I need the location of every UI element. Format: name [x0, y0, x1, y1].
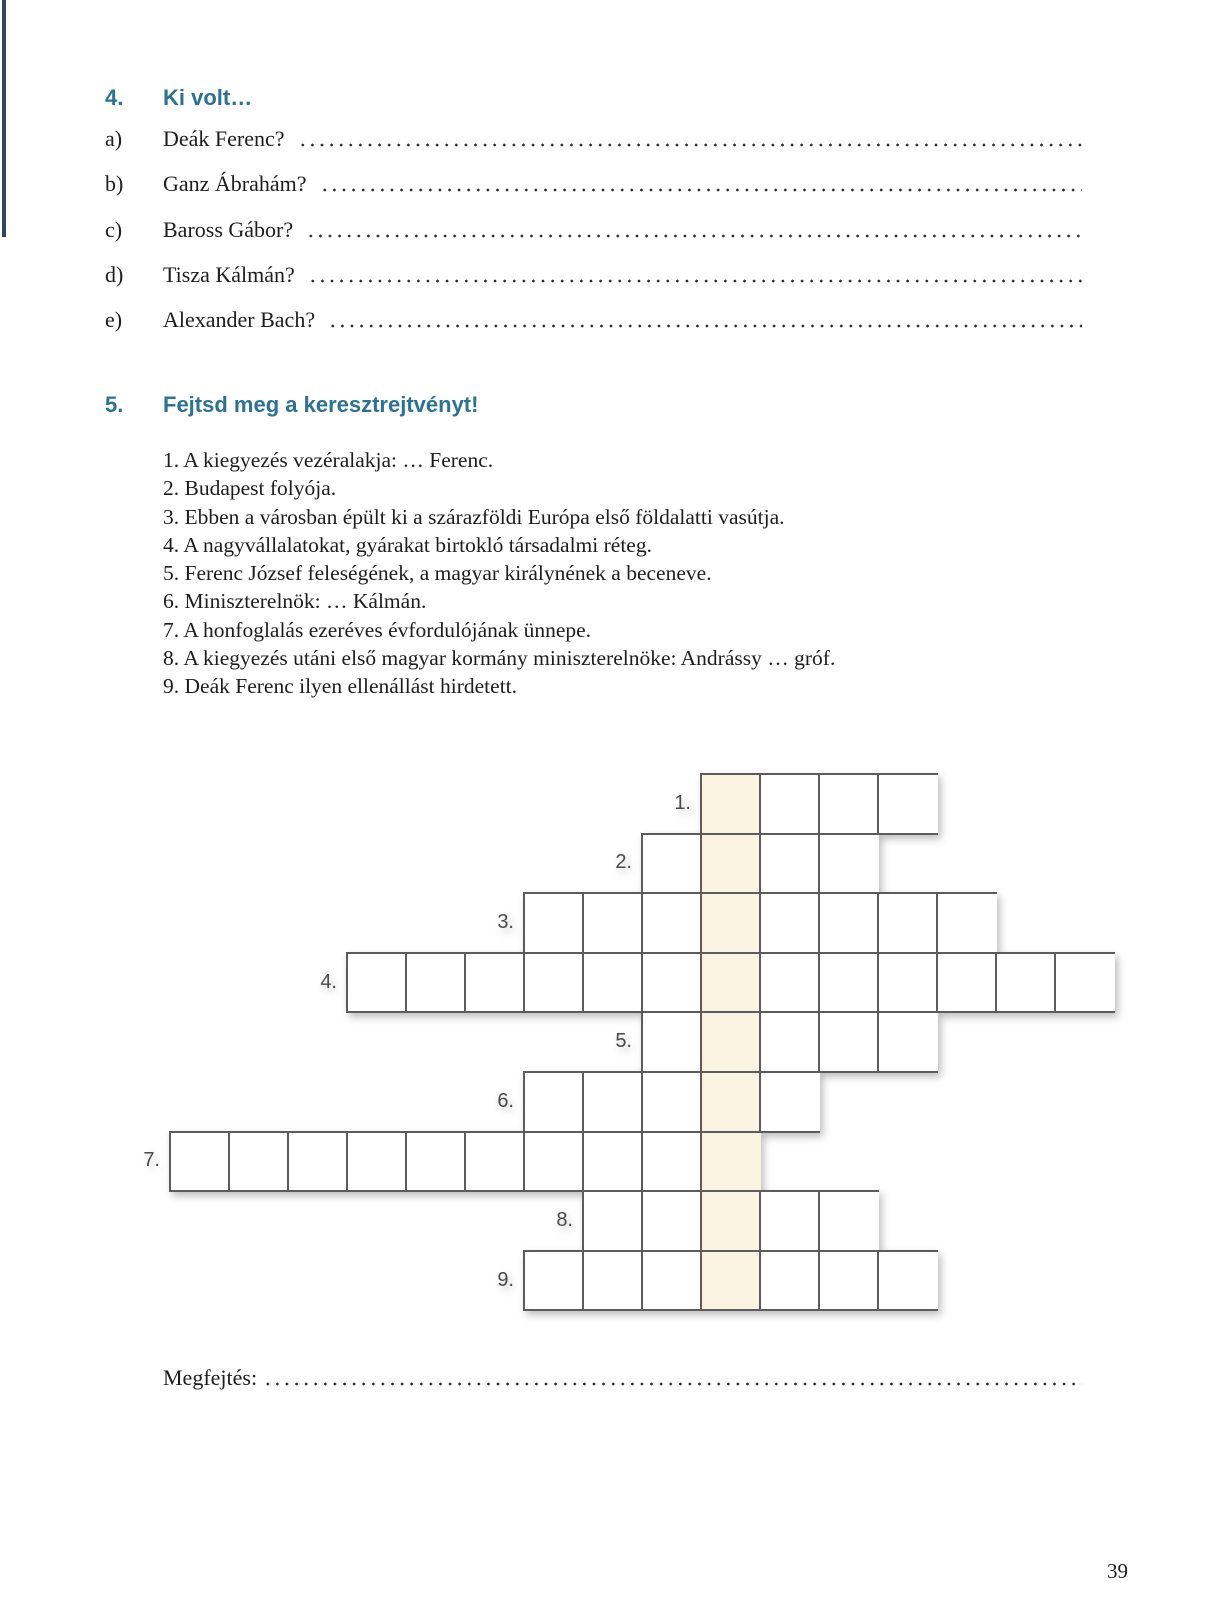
crossword-cell-highlighted[interactable]	[702, 1013, 761, 1071]
question-list	[105, 107, 1082, 333]
question-row-b	[105, 152, 1082, 197]
question-letter: e)	[105, 306, 123, 332]
crossword-cell[interactable]	[761, 894, 820, 952]
crossword-cell[interactable]	[761, 1252, 820, 1310]
crossword-cell[interactable]	[171, 1133, 230, 1191]
crossword-cell[interactable]	[643, 1252, 702, 1310]
crossword-row-1	[700, 773, 938, 835]
crossword-cell-highlighted[interactable]	[702, 1133, 761, 1191]
crossword-cell[interactable]	[761, 1013, 820, 1071]
crossword-clue-list	[163, 446, 1116, 701]
crossword-cell-highlighted[interactable]	[702, 954, 761, 1012]
crossword-cell[interactable]	[525, 894, 584, 952]
crossword-row-5	[641, 1011, 938, 1073]
crossword-cell[interactable]	[761, 1073, 820, 1131]
question-text: Baross Gábor?	[163, 216, 294, 242]
section-4-title: Ki volt…	[163, 85, 253, 110]
chapter-edge-bar	[2, 0, 6, 237]
crossword-row-6	[523, 1071, 820, 1133]
clue-line-1: 1. A kiegyezés vezéralakja: … Ferenc.	[163, 448, 494, 472]
crossword-cell[interactable]	[820, 835, 879, 893]
crossword-cell-highlighted[interactable]	[702, 894, 761, 952]
crossword-cell-highlighted[interactable]	[702, 835, 761, 893]
crossword-cell-highlighted[interactable]	[702, 1252, 761, 1310]
question-letter: c)	[105, 216, 123, 242]
clue-line-8: 8. A kiegyezés utáni első magyar kormány miniszterelnöke: Andrássy … gróf.	[163, 646, 836, 671]
crossword-cell[interactable]	[879, 894, 938, 952]
crossword-cell[interactable]	[761, 1192, 820, 1250]
crossword-cell[interactable]	[643, 835, 702, 893]
answer-dotted-line[interactable]	[320, 186, 1082, 194]
crossword-cell[interactable]	[584, 1252, 643, 1310]
crossword-row-label-6: 6.	[497, 1089, 514, 1112]
crossword-cell[interactable]	[820, 1192, 879, 1250]
answer-dotted-line[interactable]	[328, 322, 1082, 330]
clue-line-2: 2. Budapest folyója.	[163, 476, 337, 501]
crossword-row-9	[523, 1250, 938, 1312]
section-5-heading	[105, 393, 1082, 417]
crossword-cell[interactable]	[820, 775, 879, 833]
crossword-cell[interactable]	[761, 775, 820, 833]
crossword-cell[interactable]	[879, 1252, 938, 1310]
clue-line-6: 6. Miniszterelnök: … Kálmán.	[163, 589, 427, 614]
question-text: Ganz Ábrahám?	[163, 171, 307, 197]
question-row-e	[105, 288, 1082, 333]
clue-line-9: 9. Deák Ferenc ilyen ellenállást hirdetett.	[163, 674, 518, 699]
question-row-a	[105, 107, 1082, 152]
crossword-row-label-5: 5.	[615, 1030, 632, 1053]
crossword-cell[interactable]	[643, 1192, 702, 1250]
crossword-grid	[143, 773, 1116, 1312]
crossword-row-4	[346, 952, 1115, 1014]
crossword-cell[interactable]	[584, 894, 643, 952]
crossword-row-2	[641, 833, 879, 895]
crossword-cell[interactable]	[584, 1192, 643, 1250]
crossword-cell[interactable]	[643, 894, 702, 952]
crossword-cell[interactable]	[879, 1013, 938, 1071]
crossword-cell[interactable]	[525, 1133, 584, 1191]
answer-dotted-line[interactable]	[298, 141, 1082, 149]
clue-line-3: 3. Ebben a városban épült ki a szárazföldi Európa első földalatti vasútja.	[163, 504, 785, 529]
crossword-cell-highlighted[interactable]	[702, 1073, 761, 1131]
answer-dotted-line[interactable]	[306, 232, 1082, 240]
crossword-cell[interactable]	[820, 1252, 879, 1310]
crossword-row-label-7: 7.	[143, 1149, 160, 1172]
crossword-row-label-1: 1.	[674, 791, 691, 814]
crossword-cell[interactable]	[879, 954, 938, 1012]
crossword-cell[interactable]	[643, 1013, 702, 1071]
clue-line-5: 5. Ferenc József feleségének, a magyar királynének a beceneve.	[163, 561, 712, 586]
question-letter: a)	[105, 126, 123, 152]
crossword-cell[interactable]	[584, 1073, 643, 1131]
clue-line-7: 7. A honfoglalás ezeréves évfordulójának ünnepe.	[163, 617, 592, 642]
crossword-row-3	[523, 892, 997, 954]
crossword-row-label-8: 8.	[556, 1209, 573, 1231]
crossword-cell[interactable]	[289, 1133, 348, 1191]
crossword-cell[interactable]	[466, 954, 525, 1012]
crossword-cell[interactable]	[348, 1133, 407, 1191]
section-5-title: Fejtsd meg a keresztrejtvényt!	[163, 392, 479, 417]
section-4-number: 4.	[105, 85, 124, 110]
crossword-cell[interactable]	[525, 1073, 584, 1131]
question-row-c	[105, 197, 1082, 242]
crossword-cell[interactable]	[584, 1133, 643, 1191]
question-letter: d)	[105, 261, 124, 287]
answer-dotted-line[interactable]	[308, 277, 1082, 285]
page-number: 39	[1107, 1559, 1128, 1583]
crossword-cell[interactable]	[230, 1133, 289, 1191]
solution-label: Megfejtés:	[163, 1365, 258, 1390]
question-row-d	[105, 243, 1082, 288]
crossword-row-7	[169, 1131, 761, 1193]
crossword-row-8	[582, 1190, 879, 1252]
crossword-cell[interactable]	[643, 954, 702, 1012]
solution-row	[163, 1360, 1082, 1391]
question-text: Alexander Bach?	[163, 306, 316, 332]
crossword-cell[interactable]	[938, 894, 997, 952]
crossword-row-label-9: 9.	[497, 1268, 514, 1291]
crossword-row-label-4: 4.	[320, 970, 337, 993]
crossword-cell[interactable]	[643, 1073, 702, 1131]
crossword-cell[interactable]	[525, 954, 584, 1012]
crossword-cell[interactable]	[643, 1133, 702, 1191]
crossword-cell[interactable]	[407, 954, 466, 1012]
clue-line-4: 4. A nagyvállalatokat, gyárakat birtokló társadalmi réteg.	[163, 532, 652, 557]
crossword-cell[interactable]	[407, 1133, 466, 1191]
crossword-cell[interactable]	[348, 954, 407, 1012]
crossword-cell[interactable]	[879, 775, 938, 833]
solution-dotted-line[interactable]	[263, 1380, 1082, 1388]
crossword-row-label-3: 3.	[497, 911, 514, 933]
crossword-cell-highlighted[interactable]	[702, 1192, 761, 1250]
question-letter: b)	[105, 171, 124, 197]
crossword-cell[interactable]	[938, 954, 997, 1012]
crossword-row-label-2: 2.	[615, 851, 632, 874]
crossword-cell[interactable]	[466, 1133, 525, 1191]
crossword-cell[interactable]	[761, 835, 820, 893]
crossword-cell[interactable]	[761, 954, 820, 1012]
crossword-cell-highlighted[interactable]	[702, 775, 761, 833]
crossword-cell[interactable]	[584, 954, 643, 1012]
crossword-cell[interactable]	[820, 954, 879, 1012]
section-5-number: 5.	[105, 392, 124, 417]
crossword-cell[interactable]	[820, 894, 879, 952]
question-text: Deák Ferenc?	[163, 126, 285, 152]
crossword-cell[interactable]	[525, 1252, 584, 1310]
crossword-cell[interactable]	[1056, 954, 1115, 1012]
crossword-cell[interactable]	[997, 954, 1056, 1012]
question-text: Tisza Kálmán?	[163, 261, 295, 287]
crossword-cell[interactable]	[820, 1013, 879, 1071]
